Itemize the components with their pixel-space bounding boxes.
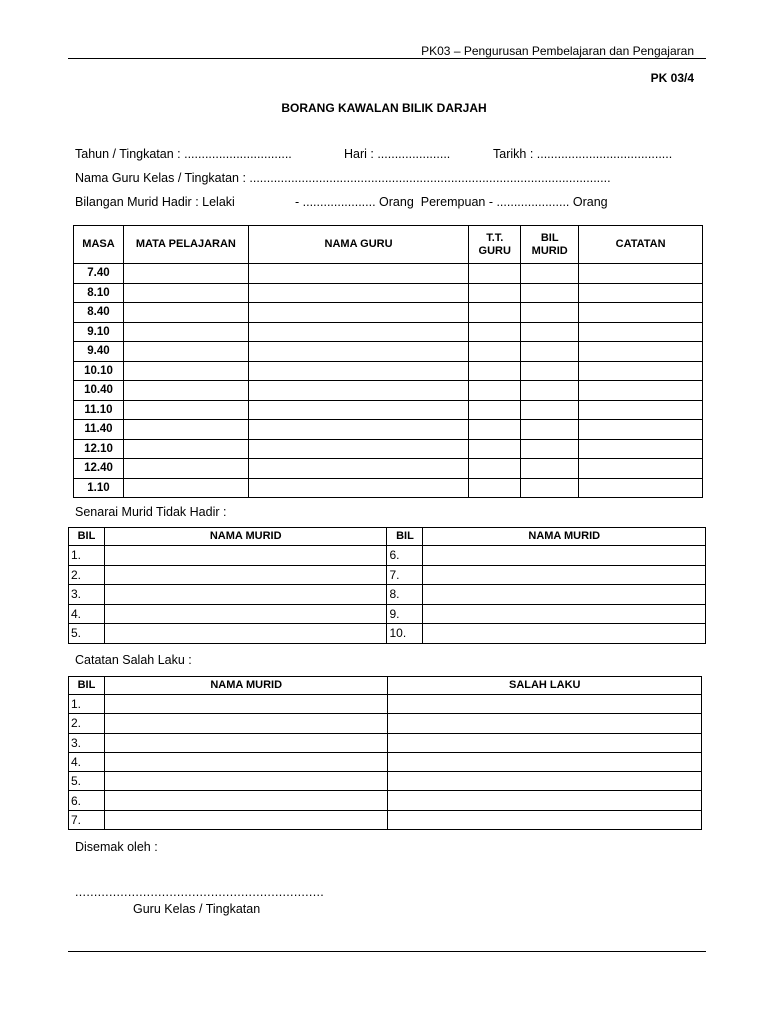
student-count-cell[interactable] [521, 264, 579, 284]
misconduct-header-row [69, 677, 702, 695]
time-cell: 10.40 [74, 381, 124, 401]
subject-cell[interactable] [123, 478, 248, 498]
timetable-row [74, 361, 703, 381]
subject-cell[interactable] [123, 400, 248, 420]
misconduct-name-cell[interactable] [104, 810, 388, 829]
subject-cell[interactable] [123, 283, 248, 303]
header-rule [68, 58, 706, 59]
misconduct-name-cell[interactable] [104, 695, 388, 714]
remarks-cell[interactable] [579, 478, 703, 498]
student-count-cell[interactable] [521, 439, 579, 459]
signature-cell[interactable] [469, 283, 521, 303]
timetable-header-1 [123, 226, 248, 264]
timetable-row [74, 283, 703, 303]
field-bilangan-orang: - ..................... Orang Perempuan - ..................... Orang [295, 195, 608, 209]
absent-name-cell[interactable] [104, 565, 387, 585]
remarks-cell[interactable] [579, 400, 703, 420]
timetable-header-3-line-0: T.T. [486, 231, 504, 244]
timetable-row [74, 439, 703, 459]
absent-header-1: NAMA MURID [104, 528, 387, 546]
student-count-cell[interactable] [521, 420, 579, 440]
misconduct-number-cell: 2. [69, 714, 105, 733]
time-cell: 11.40 [74, 420, 124, 440]
remarks-cell[interactable] [579, 303, 703, 323]
time-cell: 11.10 [74, 400, 124, 420]
subject-cell[interactable] [123, 420, 248, 440]
subject-cell[interactable] [123, 459, 248, 479]
absent-row [69, 585, 706, 605]
misconduct-number-cell: 3. [69, 733, 105, 752]
absent-row [69, 624, 706, 644]
misconduct-row [69, 733, 702, 752]
page-title: BORANG KAWALAN BILIK DARJAH [281, 101, 487, 115]
absent-number-cell: 1. [69, 546, 105, 566]
absent-row [69, 546, 706, 566]
absent-name-cell[interactable] [104, 585, 387, 605]
timetable-header-0-line-0: MASA [82, 238, 115, 250]
signature-cell[interactable] [469, 420, 521, 440]
teacher-cell[interactable] [248, 283, 468, 303]
absent-number-cell: 10. [387, 624, 423, 644]
teacher-cell[interactable] [248, 303, 468, 323]
misconduct-description-cell[interactable] [388, 810, 702, 829]
footer-rule [68, 951, 706, 952]
student-count-cell[interactable] [521, 342, 579, 362]
remarks-cell[interactable] [579, 459, 703, 479]
subject-cell[interactable] [123, 342, 248, 362]
absent-number-cell: 5. [69, 624, 105, 644]
absent-number-cell: 2. [69, 565, 105, 585]
timetable-row [74, 400, 703, 420]
time-cell: 1.10 [74, 478, 124, 498]
misconduct-number-cell: 1. [69, 695, 105, 714]
field-hari: Hari : ..................... [344, 147, 451, 161]
timetable-header-4 [521, 226, 579, 264]
running-title: PK03 – Pengurusan Pembelajaran dan Pengajaran [421, 44, 694, 58]
subject-cell[interactable] [123, 381, 248, 401]
time-cell: 12.40 [74, 459, 124, 479]
student-count-cell[interactable] [521, 283, 579, 303]
time-cell: 7.40 [74, 264, 124, 284]
misconduct-header-0: BIL [69, 677, 105, 695]
teacher-cell[interactable] [248, 459, 468, 479]
subject-cell[interactable] [123, 322, 248, 342]
remarks-cell[interactable] [579, 264, 703, 284]
misconduct-row [69, 714, 702, 733]
signature-cell[interactable] [469, 342, 521, 362]
time-cell: 8.40 [74, 303, 124, 323]
timetable-row [74, 459, 703, 479]
signature-cell[interactable] [469, 439, 521, 459]
signature-cell[interactable] [469, 478, 521, 498]
signature-cell[interactable] [469, 264, 521, 284]
misconduct-row [69, 791, 702, 810]
field-tarikh: Tarikh : ....................................... [493, 147, 673, 161]
misconduct-description-cell[interactable] [388, 752, 702, 771]
misconduct-description-cell[interactable] [388, 791, 702, 810]
misconduct-number-cell: 5. [69, 772, 105, 791]
misconduct-row [69, 695, 702, 714]
timetable-header-3 [469, 226, 521, 264]
timetable-row [74, 342, 703, 362]
misconduct-row [69, 810, 702, 829]
absent-name-cell[interactable] [104, 604, 387, 624]
timetable-row [74, 478, 703, 498]
absent-header-0: BIL [69, 528, 105, 546]
absent-list-label: Senarai Murid Tidak Hadir : [75, 505, 227, 519]
absent-row [69, 604, 706, 624]
form-code: PK 03/4 [650, 71, 694, 85]
timetable-header-4-line-1: MURID [531, 244, 568, 257]
subject-cell[interactable] [123, 303, 248, 323]
timetable-header-2-line-0: NAMA GURU [324, 238, 393, 250]
timetable-header-3-line-1: GURU [478, 244, 511, 257]
signature-dots: .................................................................. [75, 885, 325, 899]
misconduct-row [69, 752, 702, 771]
remarks-cell[interactable] [579, 420, 703, 440]
timetable [73, 225, 703, 498]
absent-name-cell[interactable] [423, 604, 706, 624]
student-count-cell[interactable] [521, 322, 579, 342]
absent-header-2: BIL [387, 528, 423, 546]
teacher-cell[interactable] [248, 322, 468, 342]
checked-by-label: Disemak oleh : [75, 840, 158, 854]
signature-cell[interactable] [469, 381, 521, 401]
absent-number-cell: 7. [387, 565, 423, 585]
teacher-cell[interactable] [248, 420, 468, 440]
absent-number-cell: 4. [69, 604, 105, 624]
timetable-row [74, 264, 703, 284]
misconduct-name-cell[interactable] [104, 733, 388, 752]
subject-cell[interactable] [123, 439, 248, 459]
misconduct-row [69, 772, 702, 791]
time-cell: 12.10 [74, 439, 124, 459]
remarks-cell[interactable] [579, 283, 703, 303]
field-tahun-tingkatan: Tahun / Tingkatan : ............................... [75, 147, 292, 161]
misconduct-number-cell: 6. [69, 791, 105, 810]
misconduct-name-cell[interactable] [104, 772, 388, 791]
teacher-cell[interactable] [248, 400, 468, 420]
teacher-cell[interactable] [248, 361, 468, 381]
misconduct-name-cell[interactable] [104, 752, 388, 771]
student-count-cell[interactable] [521, 381, 579, 401]
absent-header-row [69, 528, 706, 546]
misconduct-label: Catatan Salah Laku : [75, 653, 192, 667]
timetable-header-row [74, 226, 703, 264]
absent-name-cell[interactable] [423, 624, 706, 644]
time-cell: 9.40 [74, 342, 124, 362]
timetable-header-2 [248, 226, 468, 264]
signature-cell[interactable] [469, 400, 521, 420]
misconduct-table [68, 676, 702, 830]
timetable-row [74, 303, 703, 323]
absent-row [69, 565, 706, 585]
timetable-header-1-line-0: MATA PELAJARAN [135, 238, 236, 250]
remarks-cell[interactable] [579, 439, 703, 459]
absent-number-cell: 3. [69, 585, 105, 605]
misconduct-name-cell[interactable] [104, 791, 388, 810]
subject-cell[interactable] [123, 264, 248, 284]
teacher-cell[interactable] [248, 342, 468, 362]
signature-cell[interactable] [469, 303, 521, 323]
field-bilangan-lelaki: Bilangan Murid Hadir : Lelaki [75, 195, 235, 209]
signature-cell[interactable] [469, 361, 521, 381]
misconduct-description-cell[interactable] [388, 695, 702, 714]
student-count-cell[interactable] [521, 478, 579, 498]
misconduct-description-cell[interactable] [388, 772, 702, 791]
timetable-row [74, 381, 703, 401]
absent-header-3: NAMA MURID [423, 528, 706, 546]
remarks-cell[interactable] [579, 361, 703, 381]
absent-name-cell[interactable] [104, 624, 387, 644]
absent-name-cell[interactable] [104, 546, 387, 566]
absent-number-cell: 6. [387, 546, 423, 566]
misconduct-number-cell: 7. [69, 810, 105, 829]
timetable-row [74, 322, 703, 342]
student-count-cell[interactable] [521, 303, 579, 323]
remarks-cell[interactable] [579, 381, 703, 401]
misconduct-header-1: NAMA MURID [104, 677, 388, 695]
remarks-cell[interactable] [579, 322, 703, 342]
misconduct-number-cell: 4. [69, 752, 105, 771]
teacher-cell[interactable] [248, 381, 468, 401]
timetable-header-5-line-0: CATATAN [615, 238, 666, 250]
student-count-cell[interactable] [521, 459, 579, 479]
time-cell: 9.10 [74, 322, 124, 342]
signature-cell[interactable] [469, 322, 521, 342]
absent-students-table [68, 527, 706, 644]
timetable-header-0 [74, 226, 124, 264]
teacher-cell[interactable] [248, 439, 468, 459]
time-cell: 8.10 [74, 283, 124, 303]
subject-cell[interactable] [123, 361, 248, 381]
student-count-cell[interactable] [521, 361, 579, 381]
signature-role: Guru Kelas / Tingkatan [133, 902, 261, 916]
misconduct-description-cell[interactable] [388, 714, 702, 733]
absent-name-cell[interactable] [423, 585, 706, 605]
absent-name-cell[interactable] [423, 546, 706, 566]
absent-number-cell: 8. [387, 585, 423, 605]
timetable-header-5 [579, 226, 703, 264]
teacher-cell[interactable] [248, 478, 468, 498]
absent-name-cell[interactable] [423, 565, 706, 585]
teacher-cell[interactable] [248, 264, 468, 284]
absent-number-cell: 9. [387, 604, 423, 624]
remarks-cell[interactable] [579, 342, 703, 362]
time-cell: 10.10 [74, 361, 124, 381]
misconduct-header-2: SALAH LAKU [388, 677, 702, 695]
misconduct-description-cell[interactable] [388, 733, 702, 752]
misconduct-name-cell[interactable] [104, 714, 388, 733]
timetable-row [74, 420, 703, 440]
student-count-cell[interactable] [521, 400, 579, 420]
field-nama-guru-kelas: Nama Guru Kelas / Tingkatan : ........................................................................................................ [75, 171, 611, 185]
signature-cell[interactable] [469, 459, 521, 479]
timetable-header-4-line-0: BIL [540, 231, 559, 244]
